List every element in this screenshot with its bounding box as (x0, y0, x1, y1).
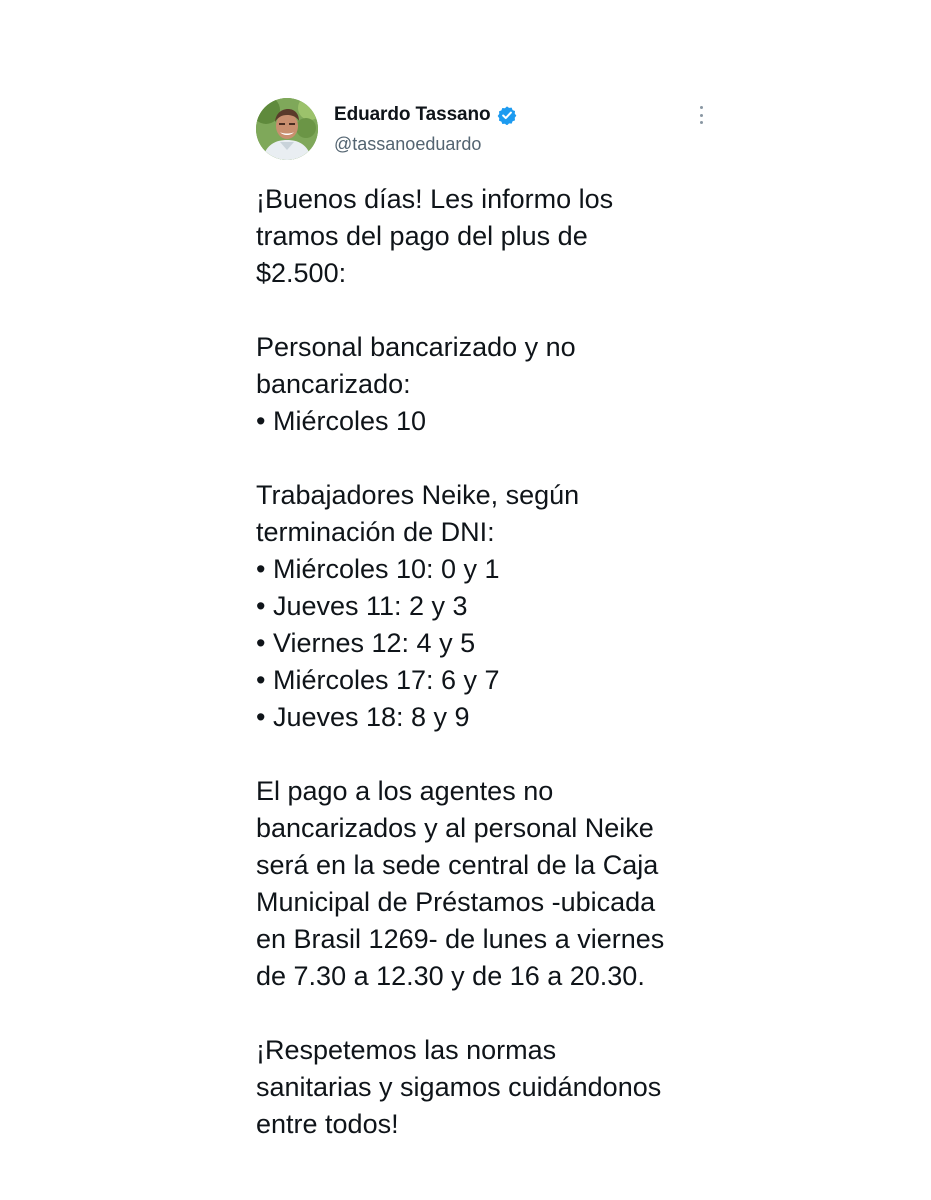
tweet-paragraph-greeting (256, 181, 716, 292)
tweet-card (256, 98, 726, 1143)
text-line: de 7.30 a 12.30 y de 16 a 20.30. (256, 961, 645, 991)
user-info (334, 102, 654, 156)
tweet-text (256, 181, 716, 1143)
name-row (334, 102, 654, 128)
list-item: • Viernes 12: 4 y 5 (256, 628, 476, 658)
text-line: ¡Buenos días! Les informo los (256, 184, 614, 214)
more-options-button[interactable] (693, 106, 709, 124)
text-line: sanitarias y sigamos cuidándonos (256, 1072, 662, 1102)
list-item: • Jueves 18: 8 y 9 (256, 702, 470, 732)
vertical-ellipsis-icon (700, 106, 703, 109)
text-line: tramos del pago del plus de (256, 221, 588, 251)
text-line: El pago a los agentes no (256, 776, 554, 806)
list-item: • Miércoles 17: 6 y 7 (256, 665, 500, 695)
vertical-ellipsis-icon (700, 121, 703, 124)
profile-photo-avatar-icon (256, 98, 318, 160)
vertical-ellipsis-icon (700, 114, 703, 117)
verified-badge-icon (497, 105, 517, 125)
list-item: • Jueves 11: 2 y 3 (256, 591, 468, 621)
list-item: • Miércoles 10 (256, 406, 427, 436)
tweet-paragraph-closing (256, 1032, 716, 1143)
tweet-paragraph-payment-location (256, 773, 716, 995)
text-line: entre todos! (256, 1109, 399, 1139)
text-line: en Brasil 1269- de lunes a viernes (256, 924, 665, 954)
author-display-name[interactable]: Eduardo Tassano (334, 104, 491, 125)
text-line: terminación de DNI: (256, 517, 495, 547)
text-line: Personal bancarizado y no (256, 332, 576, 362)
tweet-header (256, 98, 726, 164)
tweet-paragraph-neike-schedule (256, 477, 716, 736)
text-line: será en la sede central de la Caja (256, 850, 659, 880)
author-handle[interactable]: @tassanoeduardo (334, 134, 482, 154)
text-line: Municipal de Préstamos -ubicada (256, 887, 656, 917)
text-line: ¡Respetemos las normas (256, 1035, 557, 1065)
text-line: Trabajadores Neike, según (256, 480, 580, 510)
text-line: bancarizado: (256, 369, 411, 399)
list-item: • Miércoles 10: 0 y 1 (256, 554, 500, 584)
avatar[interactable] (256, 98, 318, 160)
text-line: bancarizados y al personal Neike (256, 813, 654, 843)
tweet-paragraph-banked-staff (256, 329, 716, 440)
text-line: $2.500: (256, 258, 347, 288)
